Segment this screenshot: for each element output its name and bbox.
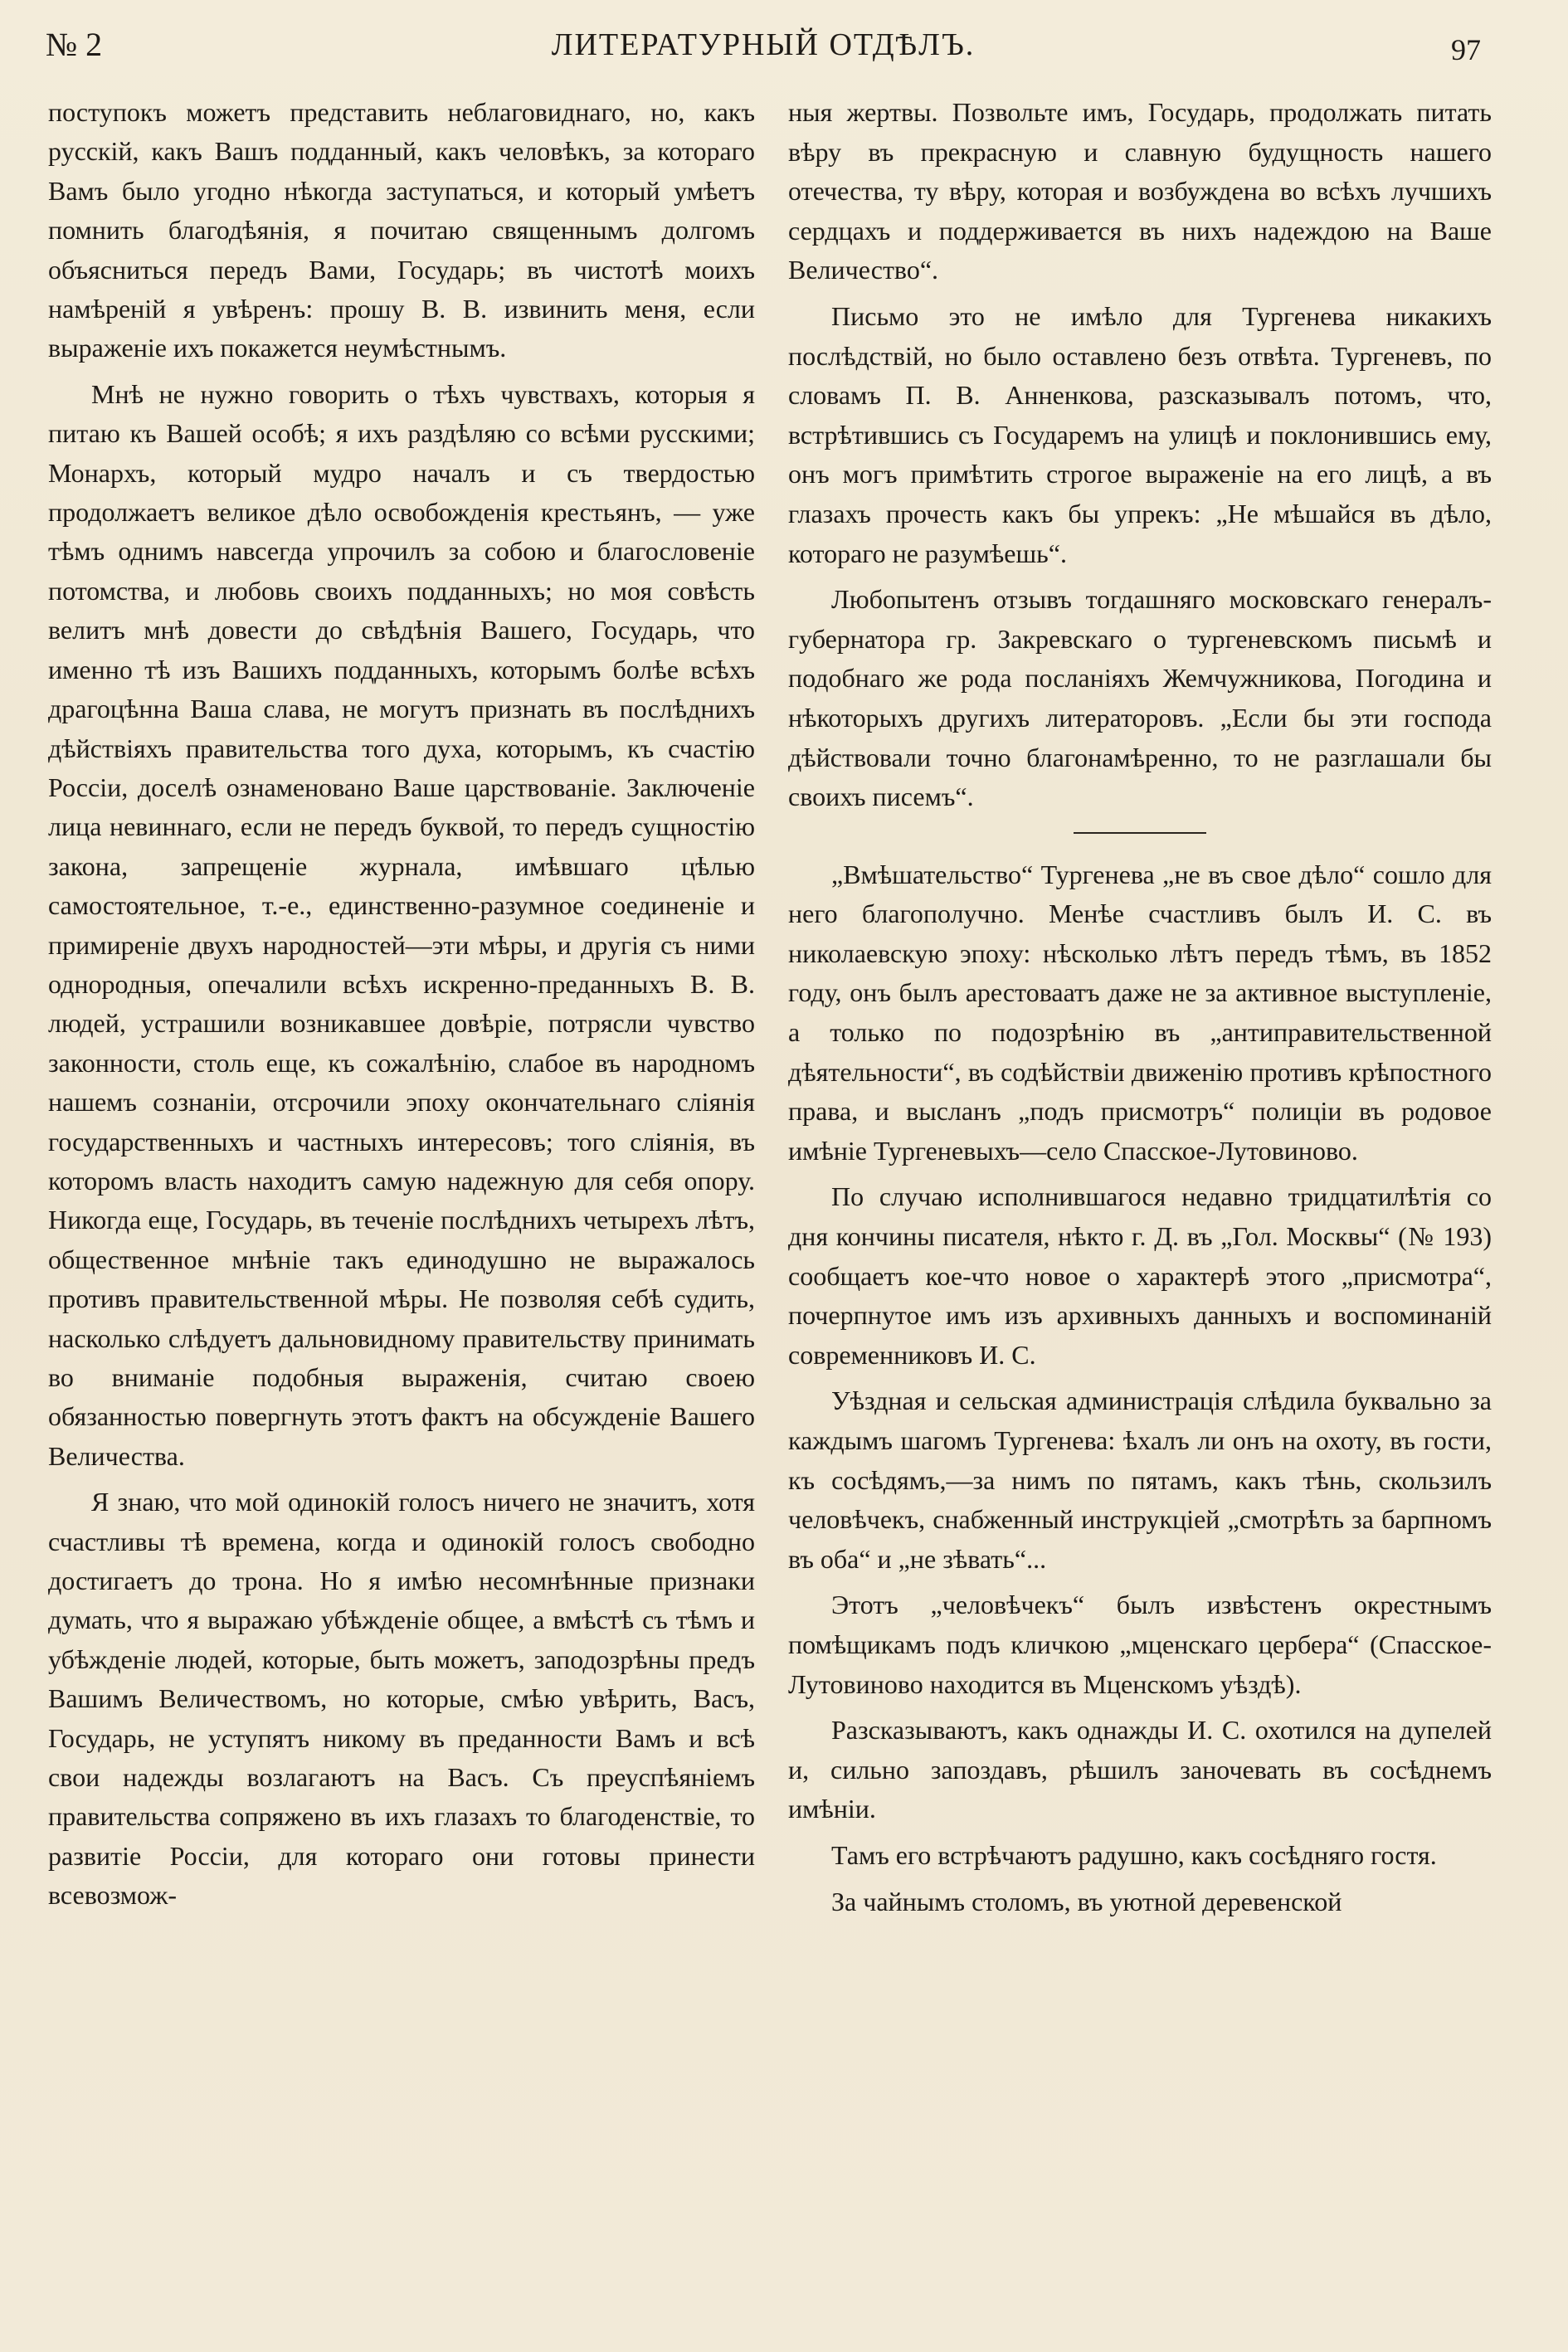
paragraph: За чайнымъ столомъ, въ уютной деревенской — [831, 1886, 1342, 1916]
section-divider — [1074, 832, 1206, 834]
paragraph: Мнѣ не нужно говорить о тѣхъ чувствахъ, которыя я питаю къ Вашей особѣ; я ихъ раздѣляю со всѣми русскими; Монархъ, который мудро началъ и съ твердостью продолжаетъ великое дѣло освобожденія крестьянъ, — уже тѣмъ однимъ навсегда упрочилъ за собою и благословеніе потомства, и любовь своихъ подданныхъ; но моя совѣсть велитъ мнѣ довести до свѣдѣнія Вашего, Государь, что именно тѣ изъ Вашихъ подданныхъ, которымъ болѣе всѣхъ драгоцѣнна Ваша слава, не могутъ признать въ послѣднихъ дѣйствіяхъ правительства того духа, которымъ, къ счастію Россіи, доселѣ ознаменовано Ваше царствованіе. Заключеніе лица невиннаго, если не передъ буквой, то передъ сущностію закона, запрещеніе журнала, имѣвшаго цѣлью самостоятельное, т.-е., единственно-разумное соединеніе и примиреніе двухъ народностей—эти мѣры, и другія съ ними однородныя, опечалили всѣхъ искренно-преданныхъ В. В. людей, устрашили возникавшее довѣріе, потрясли чувство законности, столь еще, къ сожалѣнію, слабое въ народномъ нашемъ сознаніи, отсрочили эпоху окончательнаго слiянія государственныхъ и частныхъ интересовъ; того сліянія, въ которомъ власть находитъ самую надежную для себя опору. Никогда еще, Государь, въ теченіе послѣднихъ четырехъ лѣтъ, общественное мнѣніе такъ единодушно не выражалось противъ правительственной мѣры. Не позволяя себѣ судить, насколько слѣдуетъ дальновидному правительству принимать во вниманіе подобныя выраженія, считаю своею обязанностью повергнуть этотъ фактъ на обсужденіе Вашего Величества. — [48, 378, 755, 1471]
paragraph: Разсказываютъ, какъ однажды И. С. охотился на дупелей и, сильно запоздавъ, рѣшилъ заночевать въ сосѣднемъ имѣніи. — [788, 1715, 1492, 1824]
page-number: 97 — [1451, 33, 1481, 66]
paragraph: Тамъ его встрѣчаютъ радушно, какъ сосѣдняго гостя. — [831, 1839, 1437, 1870]
issue-number: № 2 — [46, 26, 103, 63]
paragraph: Я знаю, что мой одинокій голосъ ничего не значитъ, хотя счастливы тѣ времена, когда и одинокій голосъ свободно достигаетъ до трона. Но я имѣю несомнѣнные признаки думать, что я выражаю убѣжденіе общее, а вмѣстѣ съ тѣмъ и убѣжденіе людей, которые, быть можетъ, заподозрѣны предъ Вашимъ Величествомъ, но которые, смѣю увѣрить, Васъ, Государь, не уступятъ никому въ преданности Вамъ и всѣ свои надежды возлагаютъ на Васъ. Съ преуспѣяніемъ правительства сопряжено въ ихъ глазахъ то благоденствіе, то развитіе Россіи, для котораго они готовы принести всевозмож- — [48, 1487, 755, 1911]
paragraph: Этотъ „человѣчекъ“ былъ извѣстенъ окрестнымъ помѣщикамъ подъ кличкою „мценскаго цербера“ (Спасское-Лутовиново находится въ Мценскомъ уѣздѣ). — [788, 1590, 1492, 1699]
paragraph: Письмо это не имѣло для Тургенева никакихъ послѣдствій, но было оставлено безъ отвѣта. Тургеневъ, по словамъ П. В. Анненкова, разсказывалъ потомъ, что, встрѣтившись съ Государемъ на улицѣ и поклонившись ему, онъ могъ примѣтить строгое выраженіе на его лицѣ, а въ глазахъ прочесть какъ бы упрекъ: „Не мѣшайся въ дѣло, котораго не разумѣешь“. — [788, 300, 1492, 568]
page-header — [46, 22, 1481, 71]
paragraph: ныя жертвы. Позвольте имъ, Государь, продолжать питать вѣру въ прекрасную и славную будущность нашего отечества, ту вѣру, которая и возбуждена во всѣхъ лучшихъ сердцахъ и поддерживается въ нихъ надеждою на Ваше Величество“. — [788, 97, 1492, 285]
paragraph: По случаю исполнившагося недавно тридцатилѣтія со дня кончины писателя, нѣкто г. Д. въ „Гол. Москвы“ (№ 193) сообщаетъ кое-что новое о характерѣ этого „присмотра“, почерпнутое имъ изъ архивныхъ данныхъ и воспоминаній современниковъ И. С. — [788, 1181, 1492, 1370]
left-column — [48, 93, 755, 1922]
paragraph: „Вмѣшательство“ Тургенева „не въ свое дѣло“ сошло для него благополучно. Менѣе счастливъ былъ И. С. въ николаевскую эпоху: нѣсколько лѣтъ передъ тѣмъ, въ 1852 году, онъ былъ арестоваатъ даже не за активное выступленіе, а только по подозрѣнію въ „антиправительственной дѣятельности“, въ содѣйствіи движенію противъ крѣпостного права, и высланъ „подъ присмотръ“ полиціи въ родовое имѣніе Тургеневыхъ—село Спасское-Лутовиново. — [788, 859, 1492, 1166]
paragraph: Уѣздная и сельская администрація слѣдила буквально за каждымъ шагомъ Тургенева: ѣхалъ ли онъ на охоту, въ гости, къ сосѣдямъ,—за нимъ по пятамъ, какъ тѣнь, скользилъ человѣчекъ, снабженный инструкціей „смотрѣть за барпномъ въ оба“ и „не зѣвать“... — [788, 1385, 1492, 1574]
paragraph: Любопытенъ отзывъ тогдашняго московскаго генералъ-губернатора гр. Закревскаго о тургеневскомъ письмѣ и подобнаго же рода посланіяхъ Жемчужникова, Погодина и нѣкоторыхъ другихъ литераторовъ. „Если бы эти господа дѣйствовали точно благонамѣренно, то не разглашали бы своихъ писемъ“. — [788, 584, 1492, 812]
paragraph: поступокъ можетъ представить неблаговиднаго, но, какъ русскій, какъ Вашъ подданный, какъ человѣкъ, за котораго Вамъ было угодно нѣкогда заступаться, и который умѣетъ помнить благодѣянія, я почитаю священнымъ долгомъ объясниться передъ Вами, Государь; въ чистотѣ моихъ намѣреній я увѣренъ: прошу В. В. извинить меня, если выраженіе ихъ покажется неумѣстнымъ. — [48, 97, 755, 363]
section-title: ЛИТЕРАТУРНЫЙ ОТДѢЛЪ. — [551, 27, 976, 62]
right-column — [788, 93, 1492, 1928]
